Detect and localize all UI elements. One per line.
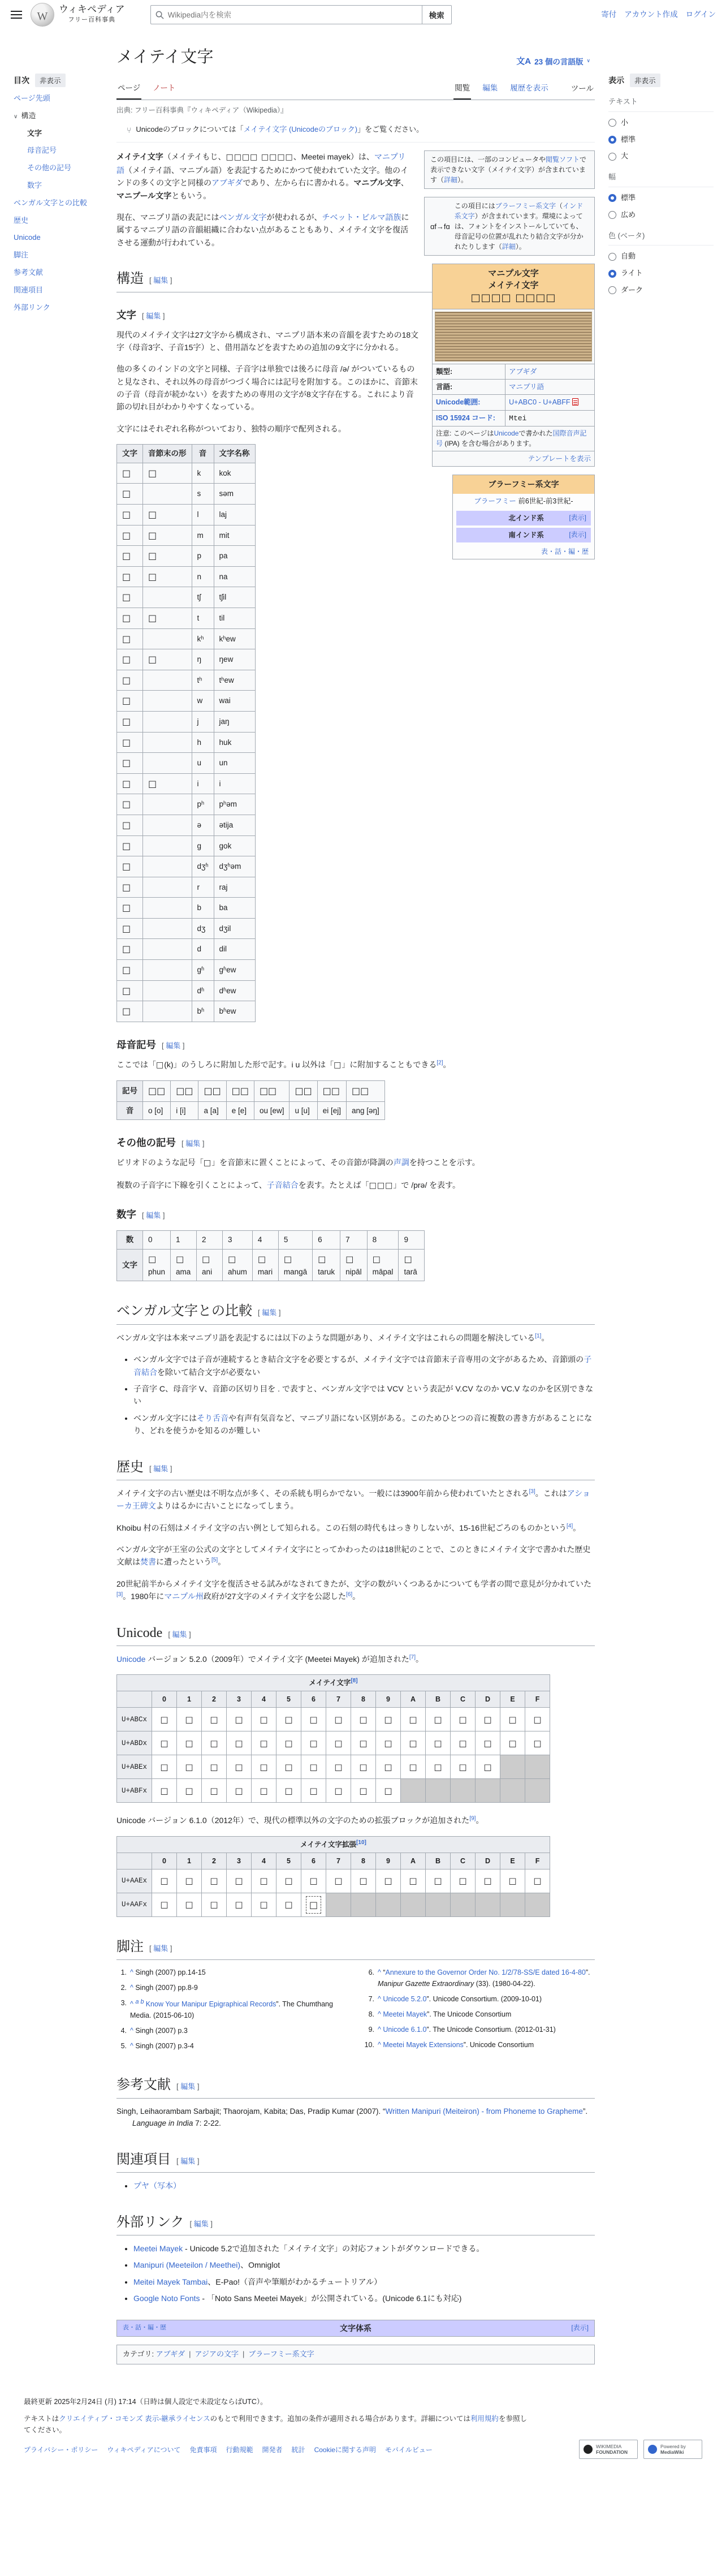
history-paragraph-4: 20世紀前半からメイテイ文字を復活させる試みがなされてきたが、文字の数がいくつあるかについても学者の間で意見が分かれていた[3]。1980年にマニプル州政府が27文字のメイテイ文字を公認した[6]。 <box>116 1579 592 1601</box>
edit-link[interactable]: 編集 <box>185 1139 201 1148</box>
tagline: 出典: フリー百科事典『ウィキペディア（Wikipedia）』 <box>116 106 288 114</box>
page-tab-bar <box>116 78 595 100</box>
intro-paragraph-1: メイテイ文字（メイテイもじ、□□□□ □□□□、Meetei mayek）は、マニプリ語（メイテイ語、マニプル語）を表記するためにかつて使われていた文字。他のインドの多くの文字と同様のアブギダであり、左から右に書かれる。マニプル文字、マニプール文字ともいう。 <box>116 152 409 200</box>
toc-item-10[interactable]: 参考文献 <box>14 268 44 277</box>
table-row: □ g gok <box>117 835 256 856</box>
radio-icon[interactable] <box>608 194 616 202</box>
logo-subtitle: フリー百科事典 <box>68 16 116 24</box>
radio-テキスト-大[interactable]: 大 <box>608 150 714 162</box>
category-links: カテゴリ: アブギダ | アジアの文字 | ブラーフミー系文字 <box>116 2345 595 2364</box>
section-heading-unicode: Unicode [ 編集 ] <box>116 1622 595 1646</box>
footnote-8.: 8. ^ Meetei Mayek”. The Unicode Consortium <box>368 2010 512 2019</box>
appearance-title: 表示 <box>608 75 624 85</box>
table-row: □ ə ətija <box>117 815 256 835</box>
comparison-item-2: • ベンガル文字にはそり舌音や有声有気音など、マニプリ語にない区別がある。このためひとつの音に複数の書き方があることになり、どれを使うかを知るのが難しい <box>133 1412 595 1437</box>
table-row: □ s səm <box>117 484 256 505</box>
category-link-2[interactable]: ブラーフミー系文字 <box>248 2350 314 2358</box>
badge-logo-icon <box>584 2445 593 2454</box>
tab-ノート[interactable]: ノート <box>153 84 176 93</box>
category-label: カテゴリ: <box>123 2350 154 2358</box>
unicode-block-table: メイテイ文字[8] 0 1 2 3 4 5 6 7 8 9 A B C D E F U+ABCx □ □ □ □ □ □ □ □ □ □ □ □ □ □ □ □ U+ABDx □ □ □ □ □ □ □ □ □ □ □ □ □ □ □ □ U+ABEx □ □ □ □ □ □ □ □ □ □ □ □ □ □ U+ABFx □ □ □ □ □ □ □ □ □ □ <box>116 1674 595 1803</box>
toc-item-3[interactable]: 母音記号 <box>27 146 57 155</box>
table-row: □ bʱ bʱew <box>117 1001 256 1022</box>
footnote-10.: 10. ^ Meetei Mayek Extensions”. Unicode Consortium <box>364 2041 534 2049</box>
toc-item-0[interactable]: ページ先頭 <box>14 94 50 102</box>
radio-icon[interactable] <box>608 153 616 161</box>
section-heading-structure: 構造 [ 編集 ] <box>116 268 595 292</box>
indic-text-icon: ɑf→fɑ <box>430 222 450 231</box>
table-row: □ □ n na <box>117 566 256 587</box>
footer-badge-0[interactable]: WIKIMEDIA FOUNDATION <box>579 2440 638 2459</box>
toc-item-2[interactable]: 文字 <box>27 128 42 137</box>
edit-link[interactable]: 編集 <box>153 276 168 285</box>
related-item-0: • プヤ（写本） <box>133 2179 595 2192</box>
section-heading-comparison: ベンガル文字との比較 [ 編集 ] <box>116 1300 595 1324</box>
history-paragraph-1: メイテイ文字の古い歴史は不明な点が多く、その系統も明らかでない。一般には3900年前から使われていたとされる[3]。これはアショーカ王碑文よりはるかに古いことになってしまう。 <box>116 1488 590 1511</box>
infobox-value: アブギダ <box>505 364 595 380</box>
footer-link-4[interactable]: 開発者 <box>262 2445 283 2454</box>
toc-sidebar <box>8 29 109 319</box>
infobox-value: U+ABC0 - U+ABFF <box>505 395 595 410</box>
header-link-1[interactable]: アカウント作成 <box>624 10 678 19</box>
edit-link[interactable]: 編集 <box>153 1464 168 1473</box>
hatnote: ⑂ Unicodeのブロックについては「メイテイ文字 (Unicodeのブロック)」をご覧ください。 <box>116 122 595 143</box>
block-row-U+AAFx: U+AAFx □ □ □ □ □ □ □ <box>117 1893 550 1916</box>
appearance-panel <box>605 29 718 301</box>
table-row: □ gʱ gʱew <box>117 960 256 981</box>
footnote-6.: 6. ^ “Annexure to the Governor Order No. 1/2/78-SS/E dated 16-4-80”. Manipur Gazette Extraordinary (33). (1980-04-22). <box>368 1968 590 1988</box>
toc-item-5[interactable]: 数字 <box>27 180 42 189</box>
reference-entry: Singh, Leihaorambam Sarbajit; Thaorojam, Kabita; Das, Pradip Kumar (2007). “Written Manipuri (Meiteiron) - from Phoneme to Grapheme”. Language in India 7: 2-22. <box>116 2107 588 2128</box>
infobox-label[interactable]: ISO 15924 コード: <box>433 410 505 427</box>
radio-色 (ベータ)-自動[interactable]: 自動 <box>608 251 714 262</box>
letters-paragraph-3: 文字にはそれぞれ名称がついており、独特の順序で配列される。 <box>116 424 346 433</box>
table-row: □ w wai <box>117 691 256 712</box>
logo-title: ウィキペディア <box>59 4 125 15</box>
appearance-hide-button[interactable]: 非表示 <box>630 74 660 87</box>
manuscript-image[interactable] <box>435 312 592 361</box>
toc-item-8[interactable]: Unicode <box>14 233 41 242</box>
footer-link-5[interactable]: 統計 <box>291 2445 305 2454</box>
user-links <box>601 8 716 21</box>
radio-幅-広め[interactable]: 広め <box>608 209 714 221</box>
table-row: □ dʒ dʒil <box>117 918 256 939</box>
footnotes-list <box>116 1967 595 2055</box>
search-button[interactable]: 検索 <box>422 5 452 24</box>
unicode-extension-block-table: メイテイ文字拡張[10] 0 1 2 3 4 5 6 7 8 9 A B C D E F U+AAEx □ □ □ □ □ □ □ □ □ □ □ □ □ □ □ □ U+AAFx □ □ □ □ □ □ □ <box>116 1836 595 1917</box>
footer-badge-1[interactable]: Powered by MediaWiki <box>643 2440 702 2459</box>
comparison-intro: ベンガル文字は本来マニプリ語を表記するには以下のような問題があり、メイテイ文字はこれらの問題を解決している[1]。 <box>116 1333 550 1342</box>
table-row: □ dʒʱ dʒʱəm <box>117 856 256 877</box>
appearance-group-0: テキスト <box>608 96 714 112</box>
brahmi-navbox-title: ブラーフミー系文字 <box>453 475 595 494</box>
brahmi-navbox-subtitle: ブラーフミー 前6世紀-前3世紀- <box>474 497 573 505</box>
footnote-4.: 4. ^ Singh (2007) p.3 <box>120 2027 188 2035</box>
appearance-group-2: 色 (ベータ) <box>608 230 714 246</box>
table-row: □ dʱ dʱew <box>117 980 256 1001</box>
block-row-U+AAEx: U+AAEx □ □ □ □ □ □ □ □ □ □ □ □ □ □ □ □ <box>117 1869 550 1893</box>
last-updated: 最終更新 2025年2月24日 (月) 17:14（日時は個人設定で未設定ならばUTC）。 <box>24 2397 267 2406</box>
table-row: □ j jaŋ <box>117 711 256 732</box>
writing-systems-navbox <box>116 2320 595 2337</box>
section-heading-letters: 文字 [ 編集 ] <box>116 309 165 321</box>
history-paragraph-3: ベンガル文字が王室の公式の文字としてメイテイ文字にとってかわったのは18世紀のことで、このときにメイテイ文字で書かれた歴史文献は焚書に遭ったという[5]。 <box>116 1545 591 1567</box>
vowel-signs-paragraph: ここでは「□(k)」のうしろに附加した形で記す。i u 以外は「□」に附加することもできる[2]。 <box>116 1059 451 1070</box>
external-link-item-2: • Meitei Mayek Tambai、E-Pao!（音声や筆順がわかるチュートリアル） <box>133 2276 595 2288</box>
unsupported-chars-notice: この項目には、一部のコンピュータや閲覧ソフトで表示できない文字（メイテイ文字）が含まれています（詳細）。 <box>424 150 595 189</box>
tools-menu[interactable]: ツール <box>571 84 594 93</box>
letters-paragraph-1: 現代のメイテイ文字は27文字から構成され、マニプリ語本来の音韻を表すための18文字（母音3字、子音15字）と、借用語などを表すための追加の9文字に分かれる。 <box>116 330 419 352</box>
license-text: テキストはクリエイティブ・コモンズ 表示-継承ライセンスのもとで利用できます。追加の条件が適用される場合があります。詳細については利用規約を参照してください。 <box>24 2414 527 2434</box>
section-heading-vowel-signs: 母音記号 [ 編集 ] <box>116 1039 185 1050</box>
toc-hide-button[interactable]: 非表示 <box>35 74 66 87</box>
intro-paragraph-2: 現在、マニプリ語の表記にはベンガル文字が使われるが、チベット・ビルマ語族に属するマニプリ語の音韻組織に合わない点があることもあり、メイテイ文字を復活させる運動が行われている。 <box>116 212 409 247</box>
block-row-U+ABFx: U+ABFx □ □ □ □ □ □ □ □ □ □ <box>117 1779 550 1803</box>
radio-色 (ベータ)-ダーク[interactable]: ダーク <box>608 285 714 296</box>
show-toggle[interactable]: [表示] <box>569 513 586 522</box>
column-header: 文字名称 <box>214 445 255 463</box>
toc-item-1[interactable]: ∨ 構造 <box>14 111 36 120</box>
toc-item-6[interactable]: ベンガル文字との比較 <box>14 198 88 207</box>
table-row: □ tʃ tʃil <box>117 587 256 608</box>
history-paragraph-2: Khoibu 村の石刻はメイテイ文字の古い例として知られる。この石刻の時代もはっきりしないが、15-16世紀ごろのものかという[4]。 <box>116 1523 581 1532</box>
section-heading-related: 関連項目 [ 編集 ] <box>116 2149 595 2173</box>
edit-link[interactable]: 編集 <box>166 1041 181 1050</box>
pdf-icon <box>572 398 578 406</box>
category-link-0[interactable]: アブギダ <box>155 2350 185 2358</box>
block-table-title: メイテイ文字拡張[10] <box>117 1836 550 1853</box>
infobox-title: マニプル文字 メイテイ文字 □□□□ □□□□ <box>433 264 595 309</box>
edit-link[interactable]: 編集 <box>180 2156 196 2165</box>
vowel-signs-table: 記号 □□ □□ □□ □□ □□ □□ □□ □□ 音 o [o] i [i] a [a] e [e] ou [ew] u [u] ei [ej] ang [əŋ] <box>116 1080 385 1120</box>
related-list <box>133 2179 595 2192</box>
tab-閲覧[interactable]: 閲覧 <box>453 78 471 100</box>
table-row: □ □ l laj <box>117 505 256 525</box>
radio-テキスト-小[interactable]: 小 <box>608 117 714 129</box>
radio-icon[interactable] <box>608 119 616 127</box>
toc-item-9[interactable]: 脚注 <box>14 251 29 260</box>
language-icon: 文A <box>516 57 531 67</box>
external-link-item-1: • Manipuri (Meeteilon / Meethei)、Omniglot <box>133 2259 595 2271</box>
footer-link-1[interactable]: ウィキペディアについて <box>107 2445 181 2454</box>
show-toggle[interactable]: [表示] <box>569 530 586 539</box>
external-link-item-0: • Meetei Mayek - Unicode 5.2で追加された「メイテイ文字」の対応フォントがダウンロードできる。 <box>133 2242 595 2255</box>
table-row: □ □ ŋ ŋew <box>117 649 256 670</box>
show-template-link[interactable]: テンプレートを表示 <box>433 451 595 467</box>
fork-icon: ⑂ <box>127 125 132 135</box>
section-heading-history: 歴史 [ 編集 ] <box>116 1457 595 1480</box>
table-row: □ □ m mit <box>117 525 256 546</box>
edit-link[interactable]: 編集 <box>193 2219 209 2228</box>
section-heading-references: 参考文献 [ 編集 ] <box>116 2074 595 2098</box>
radio-幅-標準[interactable]: 標準 <box>608 192 714 204</box>
toc-list <box>14 93 104 313</box>
wikipedia-globe-icon <box>31 3 54 27</box>
column-header: 音 <box>192 445 214 463</box>
edit-link[interactable]: 編集 <box>153 1944 168 1953</box>
toc-title: 目次 <box>14 75 29 85</box>
badge-logo-icon <box>648 2445 657 2454</box>
radio-icon[interactable] <box>608 253 616 261</box>
footer-link-7[interactable]: モバイルビュー <box>384 2445 433 2454</box>
table-row: □ □ i i <box>117 773 256 794</box>
footer-link-3[interactable]: 行動規範 <box>226 2445 253 2454</box>
table-row: □ u un <box>117 753 256 774</box>
footer-link-2[interactable]: 免責事項 <box>189 2445 217 2454</box>
search-input[interactable] <box>168 11 417 19</box>
navbox-show-toggle[interactable]: [表示] <box>571 2324 589 2332</box>
digits-table: 数 0 1 2 3 4 5 6 7 8 9 文字 □ phun □ ama □ ani □ ahum □ mari □ mangā □ taruk □ nipāl □ māpal □ tarā <box>116 1230 425 1281</box>
chevron-down-icon: ∨ <box>586 58 590 64</box>
search-icon <box>155 11 164 19</box>
letters-paragraph-2: 他の多くのインドの文字と同様、子音字は単独では後ろに母音 /ə/ がついているものと見なされ、それ以外の母音がつづく場合には記号を附加する。このほかに、音節末の子音（母音が続かない）を表すための専用の文字が8文字存在する。これにより音節の切れ目がわかりやすくなっている。 <box>116 364 418 412</box>
tab-編集[interactable]: 編集 <box>482 84 498 93</box>
appearance-group-1: 幅 <box>608 171 714 187</box>
writing-system-infobox <box>432 264 595 467</box>
comparison-item-0: • ベンガル文字では子音が連続するとき結合文字を必要とするが、メイテイ文字では音節末子音専用の文字があるため、音節頭の子音結合を除いて結合文字が必要ない <box>133 1353 595 1379</box>
vte-links[interactable]: 表・話・編・歴 <box>123 2324 166 2331</box>
table-row: □ □ k kok <box>117 463 256 484</box>
block-row-U+ABDx: U+ABDx □ □ □ □ □ □ □ □ □ □ □ □ □ □ □ □ <box>117 1731 550 1755</box>
edit-link[interactable]: 編集 <box>172 1630 187 1639</box>
footnote-2.: 2. ^ Singh (2007) pp.8-9 <box>120 1984 198 1992</box>
chevron-down-icon[interactable]: ∨ <box>14 113 18 120</box>
infobox-label[interactable]: Unicode範囲: <box>433 395 505 410</box>
unicode-paragraph-2: Unicode バージョン 6.1.0（2012年）で、現代の標準以外の文字のための拡張ブロックが追加された[9]。 <box>116 1815 484 1825</box>
footnote-3.: 3. ^ a b Know Your Manipur Epigraphical Records”. The Chumthang Media. (2015-06-10) <box>120 1998 333 2020</box>
header-link-2[interactable]: ログイン <box>685 10 716 19</box>
toc-item-7[interactable]: 歴史 <box>14 216 29 225</box>
vte-links[interactable]: 表・話・編・歴 <box>541 547 589 555</box>
article-content <box>116 29 595 2381</box>
infobox-value: Mtei <box>505 410 595 427</box>
letters-table <box>116 444 256 1022</box>
tab-ページ[interactable]: ページ <box>116 78 141 100</box>
search-bar <box>150 5 452 24</box>
infobox-label: 言語: <box>433 380 505 395</box>
block-row-U+ABCx: U+ABCx □ □ □ □ □ □ □ □ □ □ □ □ □ □ □ □ <box>117 1708 550 1731</box>
brahmic-font-notice: ɑf→fɑ この項目にはブラーフミー系文字（インド系文字）が含まれています。環境によっては、フォントをインストールしていても、母音記号の位置が乱れたり結合文字が分かれたりします（詳細）。 <box>424 197 595 256</box>
language-versions-button[interactable]: 文A 23 個の言語版 ∨ <box>512 51 595 70</box>
footnote-9.: 9. ^ Unicode 6.1.0”. The Unicode Consortium. (2012-01-31) <box>368 2026 556 2034</box>
infobox-native-name: □□□□ □□□□ <box>470 291 556 304</box>
footer-link-6[interactable]: Cookieに関する声明 <box>314 2445 376 2454</box>
edit-link[interactable]: 編集 <box>146 1211 161 1220</box>
page-footer <box>0 2381 726 2478</box>
table-row: □ tʰ tʰew <box>117 670 256 691</box>
radio-icon[interactable] <box>608 286 616 294</box>
edit-link[interactable]: 編集 <box>146 311 161 320</box>
category-link-1[interactable]: アジアの文字 <box>195 2350 239 2358</box>
header-link-0[interactable]: 寄付 <box>601 10 617 19</box>
other-signs-paragraph-2: 複数の子音字に下線を引くことによって、子音結合を表す。たとえば「□□□」で /prə/ を表す。 <box>116 1180 460 1190</box>
section-heading-footnotes: 脚注 [ 編集 ] <box>116 1936 595 1960</box>
comparison-item-1: • 子音字 C、母音字 V、音節の区切り目を . で表すと、ベンガル文字では VCV という表記が V.CV なのか VC.V なのかを区別できない <box>133 1382 595 1408</box>
table-row: □ r raj <box>117 877 256 898</box>
infobox-value: マニプリ語 <box>505 380 595 395</box>
column-header: 音節末の形 <box>143 445 192 463</box>
table-row: □ h huk <box>117 732 256 753</box>
brahmi-group-1: 南インド系 [表示] <box>456 528 591 542</box>
site-header <box>0 0 726 29</box>
footnote-5.: 5. ^ Singh (2007) p.3-4 <box>120 2042 194 2051</box>
unicode-paragraph-1: Unicode バージョン 5.2.0（2009年）でメイテイ文字 (Meetei Mayek) が追加された[7]。 <box>116 1654 424 1664</box>
edit-link[interactable]: 編集 <box>180 2082 196 2091</box>
block-row-U+ABEx: U+ABEx □ □ □ □ □ □ □ □ □ □ □ □ □ □ <box>117 1755 550 1779</box>
table-row: □ □ t til <box>117 608 256 628</box>
other-signs-paragraph-1: ピリオドのような記号「□」を音節末に置くことによって、その音節が降調の声調を持つことを示す。 <box>116 1158 480 1168</box>
section-heading-external: 外部リンク [ 編集 ] <box>116 2212 595 2235</box>
external-link-item-3: • Google Noto Fonts - 「Noto Sans Meetei Mayek」が公開されている。(Unicode 6.1にも対応) <box>133 2292 595 2304</box>
radio-色 (ベータ)-ライト[interactable]: ライト <box>608 268 714 279</box>
footnote-1.: 1. ^ Singh (2007) pp.14-15 <box>120 1968 206 1977</box>
tab-履歴を表示[interactable]: 履歴を表示 <box>510 84 548 93</box>
toc-item-4[interactable]: その他の記号 <box>27 163 72 173</box>
section-heading-other-signs: その他の記号 [ 編集 ] <box>116 1137 205 1149</box>
radio-icon[interactable] <box>608 270 616 278</box>
brahmi-group-0: 北インド系 [表示] <box>456 511 591 525</box>
section-heading-digits: 数字 [ 編集 ] <box>116 1209 165 1221</box>
page-title: メイテイ文字 <box>116 48 214 66</box>
table-row: □ d dil <box>117 939 256 960</box>
infobox-note: 注意: このページはUnicodeで書かれた国際音声記号 (IPA) を含む場合があります。 <box>433 427 595 451</box>
infobox-label: 類型: <box>433 364 505 380</box>
hamburger-menu-icon[interactable] <box>6 4 27 25</box>
radio-icon[interactable] <box>608 136 616 144</box>
wikipedia-logo[interactable] <box>31 3 125 27</box>
brahmic-scripts-navbox <box>452 475 595 559</box>
column-header: 文字 <box>117 445 143 463</box>
footnote-7.: 7. ^ Unicode 5.2.0”. Unicode Consortium. (2009-10-01) <box>368 1995 542 2004</box>
table-row: □ □ p pa <box>117 546 256 567</box>
table-row: □ b ba <box>117 898 256 919</box>
table-row: □ pʰ pʰəm <box>117 794 256 815</box>
table-row: □ kʰ kʰew <box>117 628 256 649</box>
toc-item-11[interactable]: 関連項目 <box>14 285 44 294</box>
radio-icon[interactable] <box>608 211 616 219</box>
toc-item-12[interactable]: 外部リンク <box>14 303 50 312</box>
radio-テキスト-標準[interactable]: 標準 <box>608 134 714 146</box>
footer-link-0[interactable]: プライバシー・ポリシー <box>24 2445 98 2454</box>
edit-link[interactable]: 編集 <box>262 1308 277 1317</box>
external-links-list <box>133 2242 595 2305</box>
navbox-title: 文字体系 <box>340 2323 371 2333</box>
block-table-title: メイテイ文字[8] <box>117 1675 550 1691</box>
comparison-list <box>133 1353 595 1437</box>
